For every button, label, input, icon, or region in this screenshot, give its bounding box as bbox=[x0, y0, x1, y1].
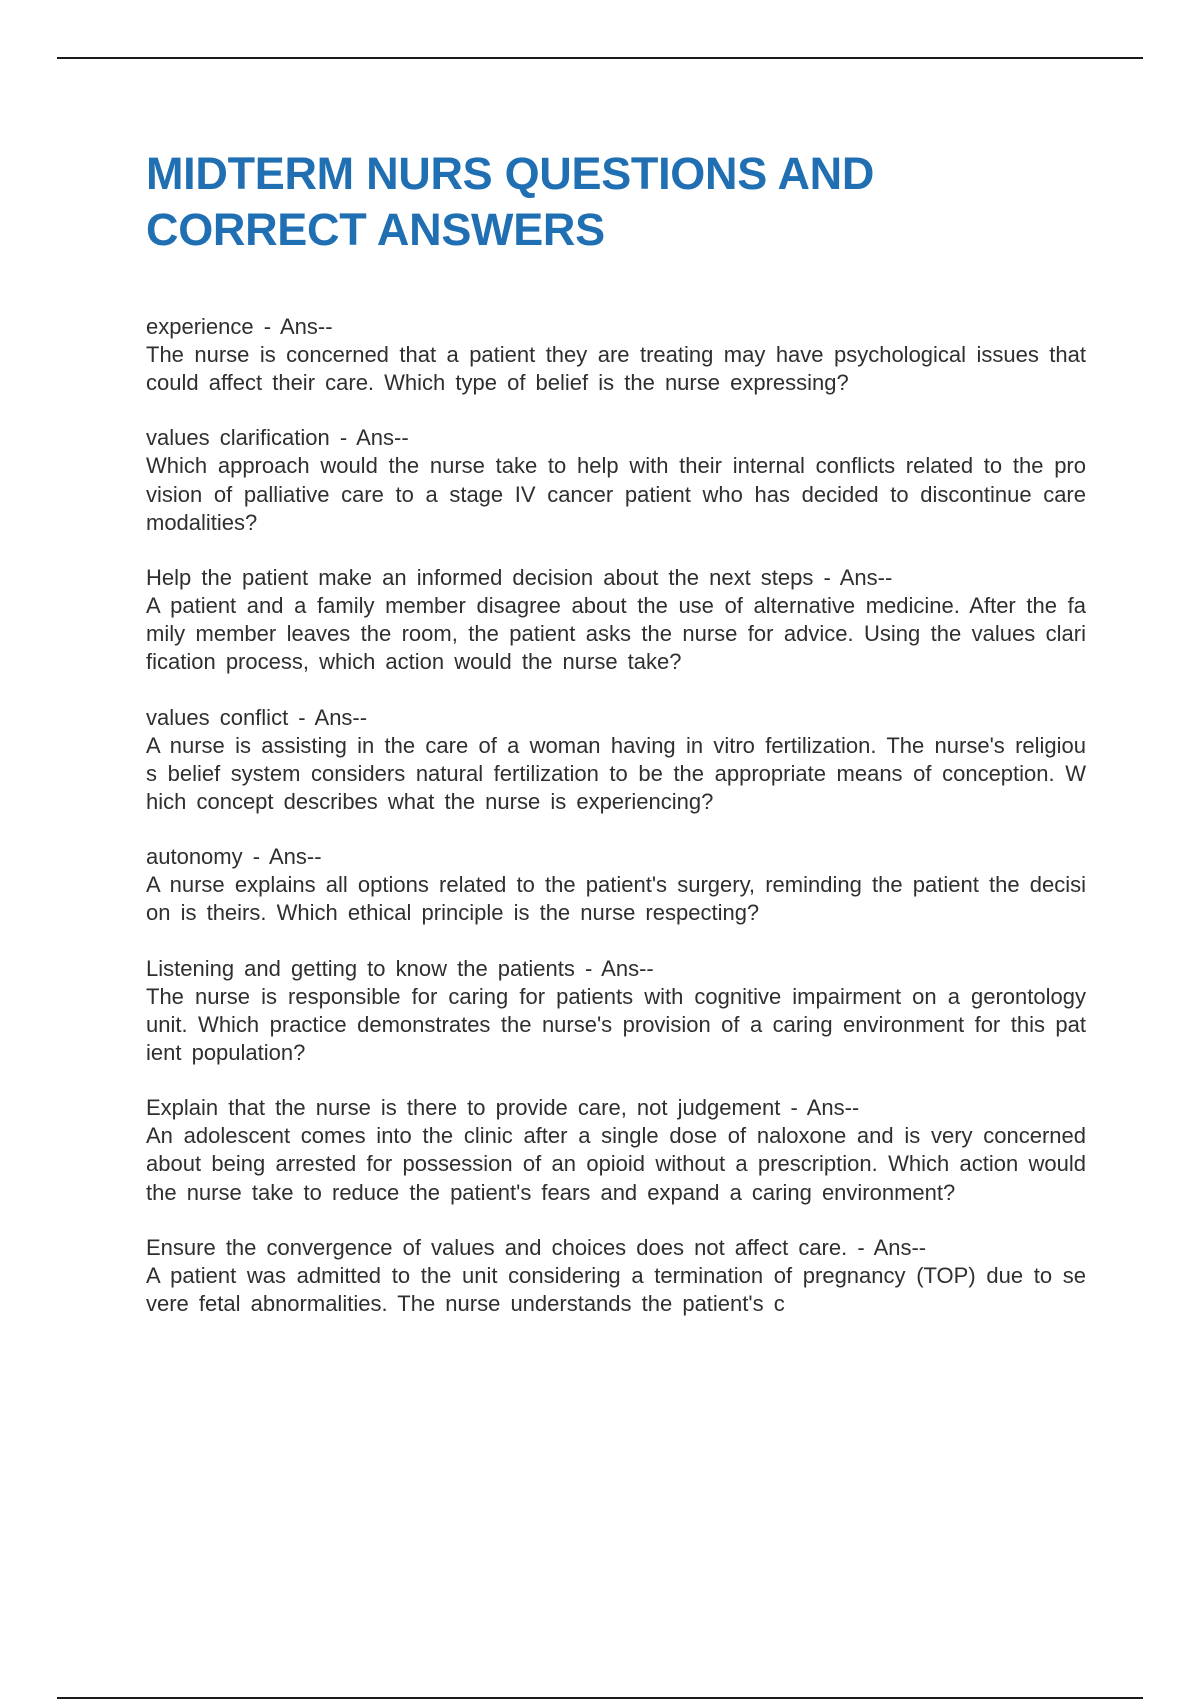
question-text: The nurse is concerned that a patient they are treating may have psychological issues that could affect their care. Which type of belief is the nurse expressing? bbox=[146, 342, 1086, 396]
qa-item bbox=[146, 1094, 1086, 1207]
qa-item bbox=[146, 1234, 1086, 1318]
answer-text: Explain that the nurse is there to provide care, not judgement - Ans-- bbox=[146, 1095, 860, 1121]
question-text: A patient and a family member disagree about the use of alternative medicine. After the family member leaves the room, the patient asks the nurse for advice. Using the values clarification process, which action would the nurse take? bbox=[146, 593, 1086, 675]
qa-list bbox=[146, 313, 1086, 1345]
question-text: Which approach would the nurse take to help with their internal conflicts related to the provision of palliative care to a stage IV cancer patient who has decided to discontinue care modalities? bbox=[146, 453, 1086, 535]
answer-text: Ensure the convergence of values and choices does not affect care. - Ans-- bbox=[146, 1234, 927, 1260]
question-text: A patient was admitted to the unit considering a termination of pregnancy (TOP) due to severe fetal abnormalities. The nurse understands the patient's c bbox=[146, 1262, 1086, 1317]
answer-text: Listening and getting to know the patients - Ans-- bbox=[146, 955, 654, 981]
top-rule bbox=[57, 57, 1143, 59]
question-text: A nurse is assisting in the care of a woman having in vitro fertilization. The nurse's religious belief system considers natural fertilization to be the appropriate means of conception. Which concept describes what the nurse is experiencing? bbox=[146, 732, 1086, 815]
bottom-rule bbox=[57, 1697, 1143, 1699]
qa-item bbox=[146, 843, 1086, 927]
qa-item bbox=[146, 424, 1086, 537]
qa-item bbox=[146, 313, 1086, 397]
qa-item bbox=[146, 704, 1086, 817]
question-text: The nurse is responsible for caring for patients with cognitive impairment on a gerontology unit. Which practice demonstrates the nurse's provision of a caring environment for this patient population? bbox=[146, 983, 1086, 1066]
question-text: An adolescent comes into the clinic after a single dose of naloxone and is very concerned about being arrested for possession of an opioid without a prescription. Which action would the nurse take to reduce the patient's fears and expand a caring environment? bbox=[146, 1123, 1086, 1205]
question-text: A nurse explains all options related to the patient's surgery, reminding the patient the decision is theirs. Which ethical principle is the nurse respecting? bbox=[146, 872, 1086, 926]
qa-item bbox=[146, 564, 1086, 677]
answer-text: values conflict - Ans-- bbox=[146, 704, 368, 730]
qa-item bbox=[146, 955, 1086, 1068]
page-title: MIDTERM NURS QUESTIONS AND CORRECT ANSWERS bbox=[146, 148, 875, 255]
answer-text: values clarification - Ans-- bbox=[146, 425, 409, 451]
answer-text: Help the patient make an informed decision about the next steps - Ans-- bbox=[146, 565, 893, 591]
answer-text: experience - Ans-- bbox=[146, 314, 333, 339]
answer-text: autonomy - Ans-- bbox=[146, 844, 322, 870]
